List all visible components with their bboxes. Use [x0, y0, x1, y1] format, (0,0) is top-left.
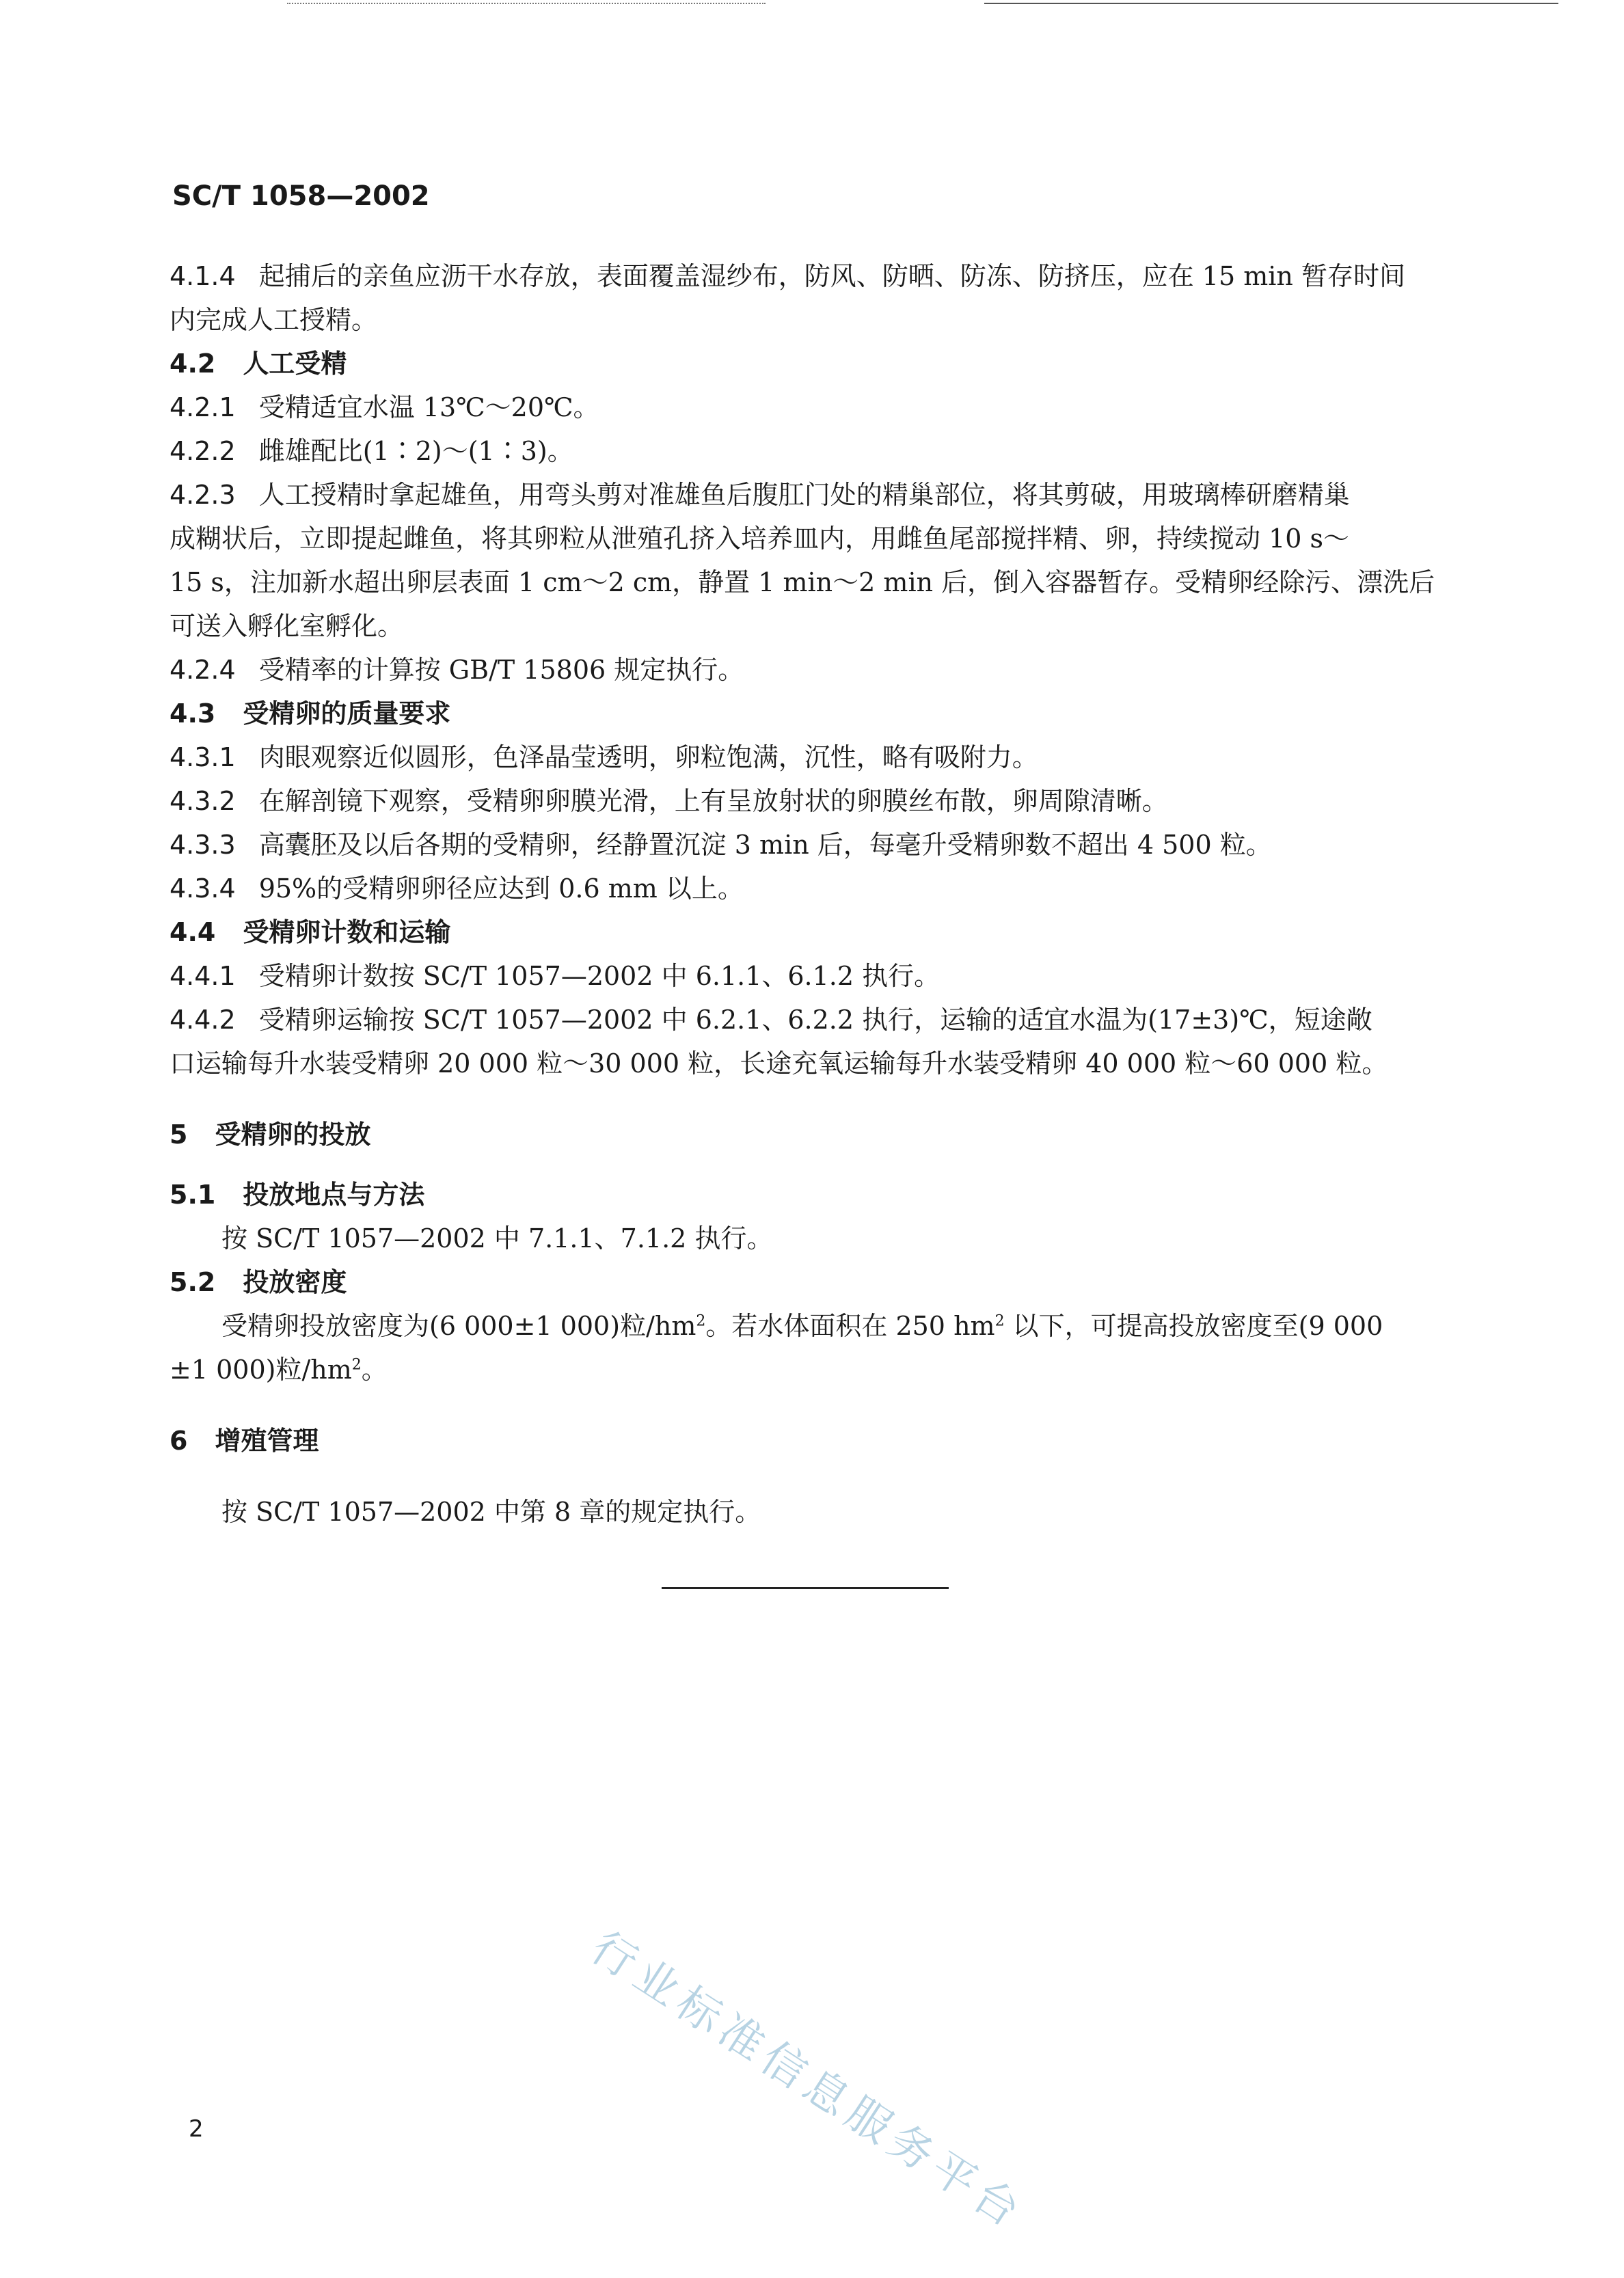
superscript: 2 [696, 1312, 706, 1330]
clause-text: 肉眼观察近似圆形，色泽晶莹透明，卵粒饱满，沉性，略有吸附力。 [258, 742, 1038, 772]
clause-number: 4.2.2 [170, 436, 236, 466]
clause-4-1-4-continued: 内完成人工授精。 [170, 305, 378, 335]
clause-4-2-1 [170, 385, 1454, 429]
superscript: 2 [351, 1356, 362, 1374]
clause-number: 4.3.3 [170, 830, 236, 860]
section-heading-5-1 [170, 1173, 1454, 1217]
document-body [170, 254, 1454, 1534]
clause-number: 4.4.1 [170, 961, 236, 991]
section-title: 受精卵计数和运输 [243, 917, 451, 947]
clause-text: 在解剖镜下观察，受精卵卵膜光滑，上有呈放射状的卵膜丝布散，卵周隙清晰。 [258, 786, 1168, 816]
chapter-heading-6 [170, 1419, 1454, 1463]
text-run: 以下，可提高投放密度至(9 000 [1004, 1311, 1383, 1341]
section-heading-4-3 [170, 692, 1454, 735]
clause-text: 95%的受精卵卵径应达到 0.6 mm 以上。 [258, 873, 744, 904]
watermark: 行业标准信息服务平台 [582, 1922, 1034, 2240]
chapter-title: 受精卵的投放 [215, 1120, 371, 1150]
clause-4-3-3 [170, 823, 1454, 867]
superscript: 2 [994, 1312, 1005, 1330]
text-run: 。 [361, 1355, 388, 1385]
clause-4-4-2-continued: 口运输每升水装受精卵 20 000 粒～30 000 粒，长途充氧运输每升水装受精卵 40 000 粒～60 000 粒。 [170, 1048, 1388, 1079]
clause-text: 受精卵计数按 SC/T 1057—2002 中 6.1.1、6.1.2 执行。 [258, 961, 940, 991]
end-of-document-rule [662, 1587, 949, 1589]
clause-4-3-2 [170, 779, 1454, 823]
clause-4-2-2 [170, 429, 1454, 473]
clause-text: 受精适宜水温 13℃～20℃。 [258, 392, 599, 422]
section-title: 投放地点与方法 [243, 1180, 425, 1210]
section-title: 受精卵的质量要求 [243, 699, 451, 729]
clause-number: 4.1.4 [170, 261, 236, 291]
text-run: ±1 000)粒/hm [170, 1355, 352, 1385]
clause-4-1-4 [170, 254, 1454, 298]
top-edge-dotted-line [287, 3, 766, 5]
clause-4-2-3-line-2: 成糊状后，立即提起雌鱼，将其卵粒从泄殖孔挤入培养皿内，用雌鱼尾部搅拌精、卵，持续搅动 10 s～ [170, 524, 1350, 554]
section-title: 投放密度 [243, 1267, 347, 1297]
clause-text: 雌雄配比(1∶2)～(1∶3)。 [258, 436, 573, 466]
clause-4-2-3-line-3: 15 s，注加新水超出卵层表面 1 cm～2 cm，静置 1 min～2 min 后，倒入容器暂存。受精卵经除污、漂洗后 [170, 567, 1435, 597]
clause-number: 4.4.2 [170, 1005, 236, 1035]
section-heading-4-2 [170, 342, 1454, 385]
clause-4-2-3 [170, 473, 1454, 517]
section-heading-5-2 [170, 1260, 1454, 1304]
clause-5-2-continued [170, 1348, 1454, 1392]
section-number: 4.3 [170, 699, 216, 729]
clause-text: 受精卵运输按 SC/T 1057—2002 中 6.2.1、6.2.2 执行，运输的适宜水温为(17±3)℃，短途敞 [258, 1005, 1372, 1035]
top-edge-line [984, 3, 1558, 4]
clause-number: 4.3.4 [170, 873, 236, 904]
page-number: 2 [189, 2115, 204, 2143]
clause-5-2-text [170, 1304, 1454, 1348]
section-title: 人工受精 [243, 349, 347, 379]
clause-5-1-text: 按 SC/T 1057—2002 中 7.1.1、7.1.2 执行。 [221, 1223, 773, 1253]
chapter-heading-5 [170, 1113, 1454, 1156]
chapter-number: 6 [170, 1426, 188, 1456]
clause-number: 4.3.1 [170, 742, 236, 772]
clause-text: 受精率的计算按 GB/T 15806 规定执行。 [258, 655, 744, 685]
clause-number: 4.2.1 [170, 392, 236, 422]
chapter-title: 增殖管理 [215, 1426, 319, 1456]
clause-text: 起捕后的亲鱼应沥干水存放，表面覆盖湿纱布，防风、防晒、防冻、防挤压，应在 15 min 暂存时间 [258, 261, 1405, 291]
clause-number: 4.2.4 [170, 655, 236, 685]
section-number: 5.1 [170, 1180, 216, 1210]
clause-4-4-1 [170, 954, 1454, 998]
document-code-header: SC/T 1058—2002 [172, 180, 430, 212]
clause-text: 高囊胚及以后各期的受精卵，经静置沉淀 3 min 后，每毫升受精卵数不超出 4 500 粒。 [258, 830, 1272, 860]
clause-number: 4.3.2 [170, 786, 236, 816]
clause-4-3-4 [170, 867, 1454, 910]
chapter-number: 5 [170, 1120, 188, 1150]
text-run: 。若水体面积在 250 hm [705, 1311, 995, 1341]
clause-number: 4.2.3 [170, 480, 236, 510]
text-run: 受精卵投放密度为(6 000±1 000)粒/hm [221, 1311, 696, 1341]
clause-4-2-3-line-4: 可送入孵化室孵化。 [170, 611, 404, 641]
section-number: 4.4 [170, 917, 216, 947]
clause-4-4-2 [170, 998, 1454, 1042]
section-heading-4-4 [170, 910, 1454, 954]
chapter-6-text: 按 SC/T 1057—2002 中第 8 章的规定执行。 [221, 1497, 761, 1527]
clause-4-2-4 [170, 648, 1454, 692]
section-number: 5.2 [170, 1267, 216, 1297]
clause-4-3-1 [170, 735, 1454, 779]
clause-text: 人工授精时拿起雄鱼，用弯头剪对准雄鱼后腹肛门处的精巢部位，将其剪破，用玻璃棒研磨精巢 [258, 480, 1350, 510]
section-number: 4.2 [170, 349, 216, 379]
